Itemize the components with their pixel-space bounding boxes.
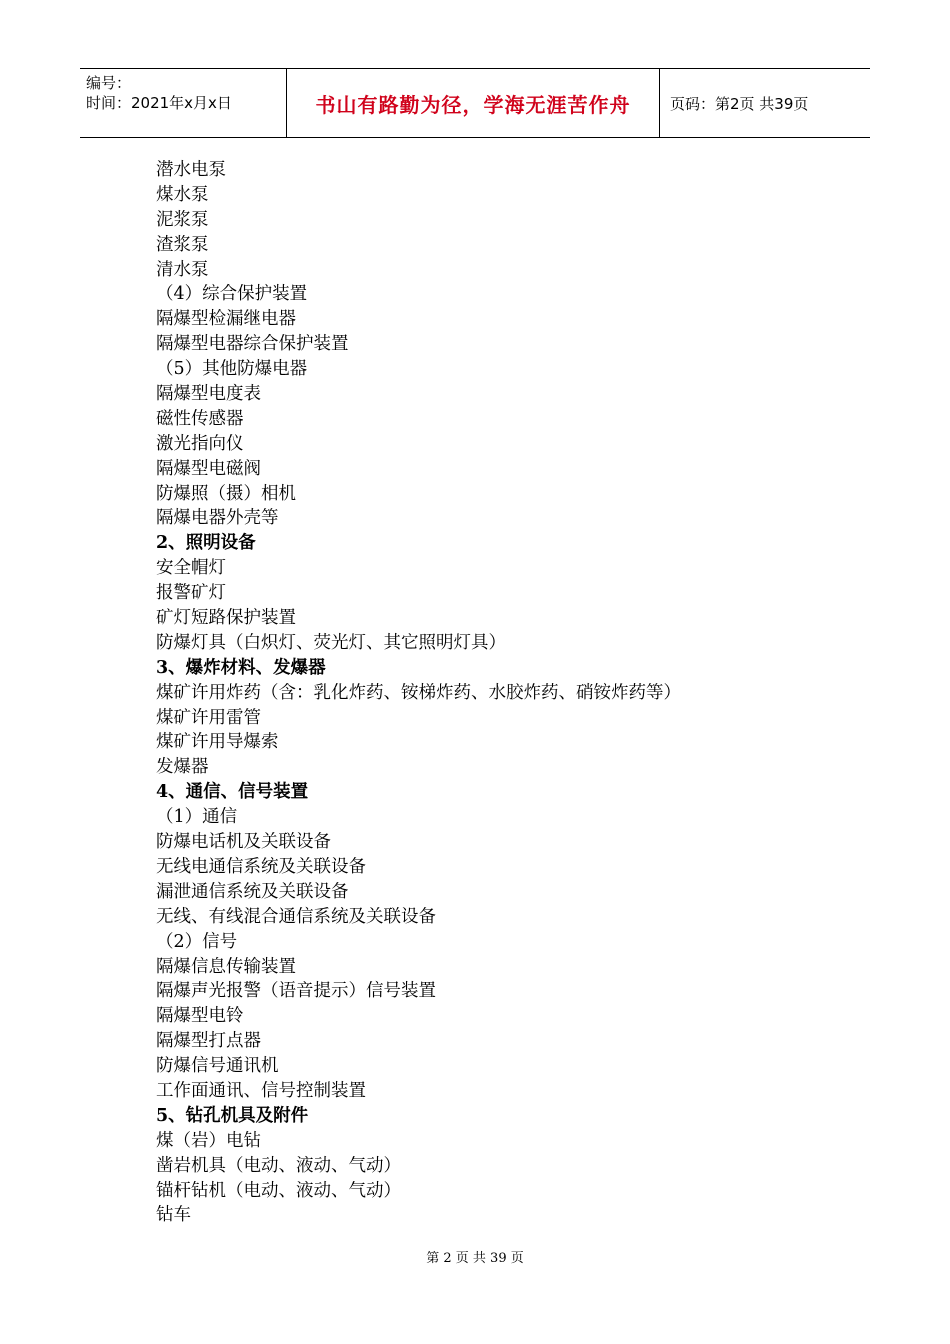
list-item: 防爆信号通讯机 — [156, 1056, 279, 1077]
list-item: 隔爆信息传输装置 — [156, 956, 296, 977]
number-label: 编号： — [86, 74, 132, 92]
section-heading: 3、爆炸材料、发爆器 — [156, 657, 326, 678]
list-item: 凿岩机具（电动、液动、气动） — [156, 1155, 401, 1176]
list-item: （1）通信 — [156, 807, 238, 828]
header-page-info: 页码：第2页 共39页 — [670, 94, 809, 113]
list-item: 钻车 — [156, 1205, 191, 1226]
list-item: 矿灯短路保护装置 — [156, 608, 296, 629]
list-item: 煤矿许用雷管 — [156, 707, 261, 728]
time-label: 时间：2021年x月x日 — [86, 94, 232, 112]
list-item: 无线、有线混合通信系统及关联设备 — [156, 906, 436, 927]
list-item: 防爆电话机及关联设备 — [156, 832, 331, 853]
list-item: 潜水电泵 — [156, 160, 226, 180]
page-footer — [0, 1247, 950, 1266]
section-heading: 4、通信、信号装置 — [156, 782, 309, 803]
list-item: 发爆器 — [156, 757, 209, 778]
list-item: 工作面通讯、信号控制装置 — [156, 1080, 366, 1101]
list-item: 煤（岩）电钻 — [156, 1130, 261, 1151]
list-item: 隔爆声光报警（语音提示）信号装置 — [156, 981, 436, 1002]
list-item: 安全帽灯 — [156, 558, 226, 579]
list-item: 锚杆钻机（电动、液动、气动） — [156, 1180, 401, 1201]
page-header — [80, 68, 870, 138]
list-item: （2）信号 — [156, 931, 238, 952]
list-item: 隔爆型电铃 — [156, 1006, 244, 1027]
list-item: 隔爆型打点器 — [156, 1031, 261, 1052]
section-heading: 2、照明设备 — [156, 533, 256, 554]
document-body — [156, 158, 856, 1228]
list-item: 无线电通信系统及关联设备 — [156, 856, 366, 877]
header-meta — [80, 69, 287, 137]
list-item: 防爆照（摄）相机 — [156, 483, 296, 504]
list-item: （5）其他防爆电器 — [156, 359, 308, 380]
list-item: （4）综合保护装置 — [156, 284, 308, 305]
list-item: 漏泄通信系统及关联设备 — [156, 881, 349, 902]
list-item: 清水泵 — [156, 259, 209, 280]
list-item: 激光指向仪 — [156, 433, 244, 454]
list-item: 泥浆泵 — [156, 209, 209, 230]
section-heading: 5、钻孔机具及附件 — [156, 1105, 309, 1126]
list-item: 煤水泵 — [156, 184, 209, 205]
header-motto: 书山有路勤为径，学海无涯苦作舟 — [287, 69, 660, 137]
list-item: 报警矿灯 — [156, 583, 226, 604]
list-item: 隔爆型检漏继电器 — [156, 309, 296, 330]
list-item: 隔爆型电磁阀 — [156, 458, 261, 479]
list-item: 隔爆型电度表 — [156, 384, 261, 405]
list-item: 隔爆型电器综合保护装置 — [156, 334, 349, 355]
list-item: 煤矿许用导爆索 — [156, 732, 279, 753]
list-item: 渣浆泵 — [156, 234, 209, 255]
list-item: 隔爆电器外壳等 — [156, 508, 279, 529]
footer-page-number: 第 2 页 共 39 页 — [426, 1251, 524, 1266]
list-item: 防爆灯具（白炽灯、荧光灯、其它照明灯具） — [156, 632, 506, 653]
list-item: 磁性传感器 — [156, 408, 244, 429]
list-item: 煤矿许用炸药（含：乳化炸药、铵梯炸药、水胶炸药、硝铵炸药等） — [156, 682, 681, 703]
